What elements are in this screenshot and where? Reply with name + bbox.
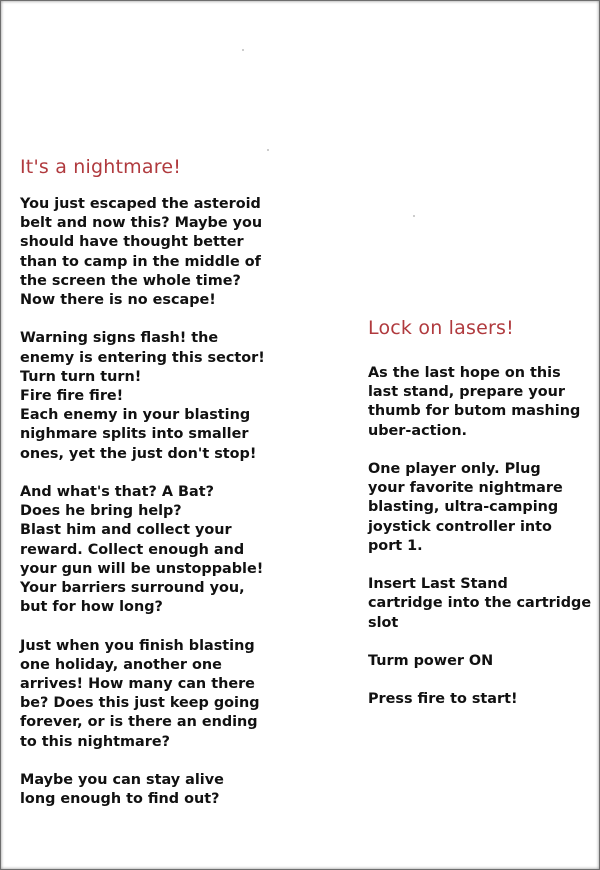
left-paragraph: Warning signs flash! the enemy is entering this sector! Turn turn turn! Fire fire fire! Each enemy in your blasting nighmare splits into smaller ones, yet the just don't stop!: [20, 330, 265, 462]
left-column: [20, 153, 270, 829]
paper-speck: [242, 49, 244, 51]
paper-speck: [413, 215, 415, 217]
right-paragraph: Press fire to start!: [368, 691, 518, 708]
left-paragraph: Just when you finish blasting one holiday, another one arrives! How many can there be? Does this just keep going forever, or is there an ending to this nightmare?: [20, 637, 260, 750]
right-paragraph: One player only. Plug your favorite nightmare blasting, ultra-camping joystick controller into port 1.: [368, 461, 563, 554]
left-heading: It's a nightmare!: [20, 156, 182, 178]
right-column: [368, 314, 598, 729]
paper-speck: [267, 149, 269, 151]
right-heading: Lock on lasers!: [368, 317, 514, 339]
left-paragraph: You just escaped the asteroid belt and now this? Maybe you should have thought better than to camp in the middle of the screen the whole time? Now there is no escape!: [20, 196, 263, 309]
left-paragraph: Maybe you can stay alive long enough to find out?: [20, 772, 224, 808]
right-paragraph: As the last hope on this last stand, prepare your thumb for butom mashing uber-action.: [368, 365, 581, 439]
right-paragraph: Turm power ON: [368, 653, 494, 669]
left-paragraph: And what's that? A Bat? Does he bring help? Blast him and collect your reward. Collect enough and your gun will be unstoppable! Your barriers surround you, but for how long?: [20, 484, 264, 616]
right-paragraph: Insert Last Stand cartridge into the cartridge slot: [368, 576, 592, 631]
